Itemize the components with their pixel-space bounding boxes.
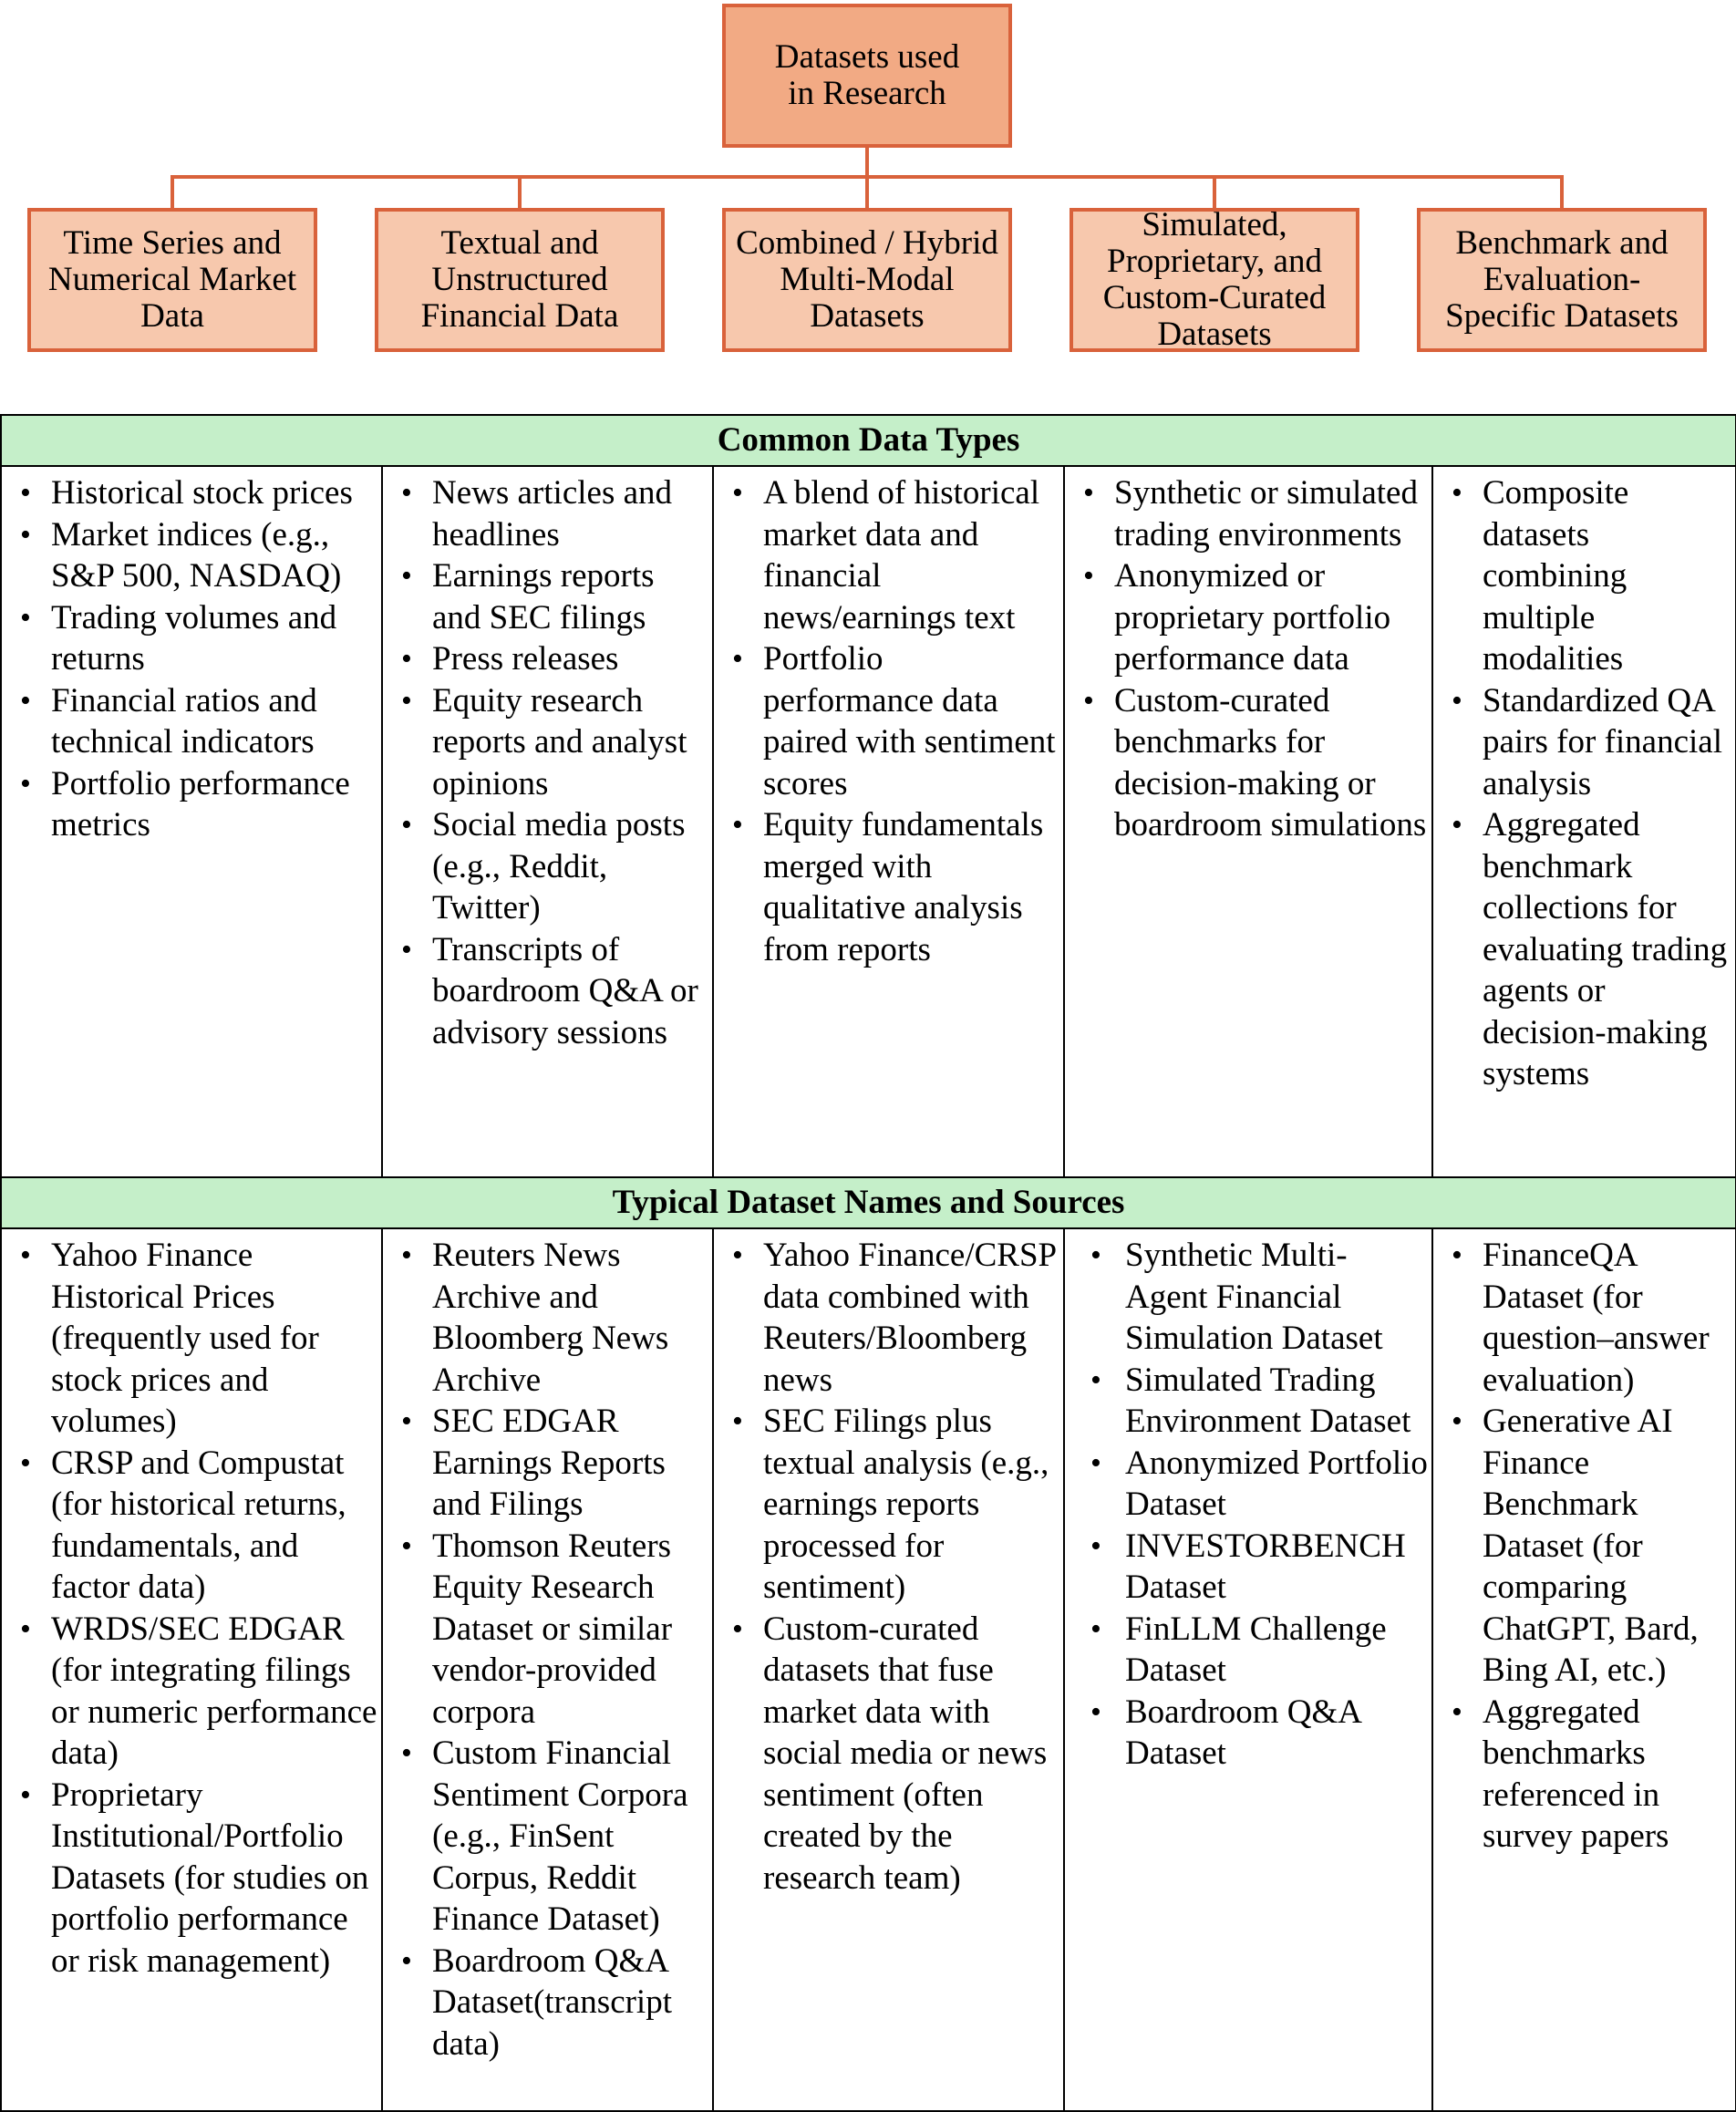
category-label: Time Series and Numerical Market Data	[47, 224, 297, 335]
common-list-simulated	[1065, 472, 1431, 846]
list-item: • CRSP and Compustat (for historical returns, fundamentals, and factor data)	[2, 1443, 377, 1609]
category-label: Textual and Unstructured Financial Data	[420, 224, 619, 335]
category-node-benchmark	[1417, 208, 1707, 352]
list-item: • Synthetic or simulated trading environments	[1065, 472, 1428, 555]
list-item: • News articles and headlines	[383, 472, 708, 555]
list-item: • Aggregated benchmark collections for evaluating trading agents or decision-making systems	[1433, 804, 1731, 1095]
category-node-hybrid	[722, 208, 1012, 352]
root-node	[722, 4, 1012, 148]
common-col-simulated	[1064, 466, 1432, 1177]
list-item: • FinLLM Challenge Dataset	[1065, 1609, 1428, 1692]
root-node-label: Datasets used in Research	[774, 38, 960, 112]
common-data-types-header: Common Data Types	[1, 415, 1736, 466]
list-item: • Financial ratios and technical indicators	[2, 680, 377, 763]
typical-col-simulated	[1064, 1228, 1432, 2111]
list-item: • Proprietary Institutional/Portfolio Datasets (for studies on portfolio performance or risk management)	[2, 1775, 377, 1983]
typical-dataset-names-header: Typical Dataset Names and Sources	[1, 1177, 1736, 1228]
list-item: • Yahoo Finance Historical Prices (frequently used for stock prices and volumes)	[2, 1235, 377, 1443]
list-item: • Custom-curated datasets that fuse market data with social media or news sentiment (often created by the research team)	[714, 1609, 1059, 1900]
list-item: • WRDS/SEC EDGAR (for integrating filings or numeric performance data)	[2, 1609, 377, 1775]
list-item: • Custom Financial Sentiment Corpora (e.g., FinSent Corpus, Reddit Finance Dataset)	[383, 1733, 708, 1941]
list-item: • INVESTORBENCH Dataset	[1065, 1526, 1428, 1609]
list-item: • Press releases	[383, 638, 708, 680]
category-label: Simulated, Proprietary, and Custom-Curated Datasets	[1102, 206, 1327, 353]
list-item: • Portfolio performance data paired with sentiment scores	[714, 638, 1059, 804]
list-item: • Aggregated benchmarks referenced in survey papers	[1433, 1692, 1731, 1858]
common-col-textual	[382, 466, 713, 1177]
list-item: • Composite datasets combining multiple modalities	[1433, 472, 1731, 680]
list-item: • Social media posts (e.g., Reddit, Twitter)	[383, 804, 708, 929]
list-item: • Transcripts of boardroom Q&A or advisory sessions	[383, 929, 708, 1054]
category-node-time-series	[27, 208, 317, 352]
common-col-benchmark	[1432, 466, 1736, 1177]
common-list-time-series	[2, 472, 381, 846]
category-node-simulated	[1070, 208, 1359, 352]
list-item: • FinanceQA Dataset (for question–answer evaluation)	[1433, 1235, 1731, 1401]
list-item: • Custom-curated benchmarks for decision-making or boardroom simulations	[1065, 680, 1428, 846]
list-item: • Boardroom Q&A Dataset(transcript data)	[383, 1941, 708, 2065]
list-item: • Historical stock prices	[2, 472, 377, 514]
typical-col-hybrid	[713, 1228, 1064, 2111]
list-item: • Market indices (e.g., S&P 500, NASDAQ)	[2, 514, 377, 597]
list-item: • Portfolio performance metrics	[2, 763, 377, 846]
typical-list-time-series	[2, 1235, 381, 1982]
list-item: • Earnings reports and SEC filings	[383, 555, 708, 638]
list-item: • SEC EDGAR Earnings Reports and Filings	[383, 1401, 708, 1526]
list-item: • Anonymized or proprietary portfolio performance data	[1065, 555, 1428, 680]
typical-list-textual	[383, 1235, 712, 2065]
common-list-textual	[383, 472, 712, 1053]
list-item: • Thomson Reuters Equity Research Dataset or similar vendor-provided corpora	[383, 1526, 708, 1734]
list-item: • Generative AI Finance Benchmark Dataset (for comparing ChatGPT, Bard, Bing AI, etc.)	[1433, 1401, 1731, 1692]
common-list-hybrid	[714, 472, 1063, 970]
category-node-textual	[375, 208, 665, 352]
list-item: • SEC Filings plus textual analysis (e.g., earnings reports processed for sentiment)	[714, 1401, 1059, 1609]
list-item: • Boardroom Q&A Dataset	[1065, 1692, 1428, 1775]
list-item: • Simulated Trading Environment Dataset	[1065, 1360, 1428, 1443]
list-item: • Reuters News Archive and Bloomberg News Archive	[383, 1235, 708, 1401]
list-item: • Equity fundamentals merged with qualitative analysis from reports	[714, 804, 1059, 970]
dataset-types-table	[0, 414, 1736, 2112]
list-item: • Trading volumes and returns	[2, 597, 377, 680]
common-list-benchmark	[1433, 472, 1735, 1095]
typical-list-benchmark	[1433, 1235, 1735, 1858]
list-item: • Standardized QA pairs for financial analysis	[1433, 680, 1731, 805]
list-item: • Equity research reports and analyst opinions	[383, 680, 708, 805]
list-item: • Yahoo Finance/CRSP data combined with Reuters/Bloomberg news	[714, 1235, 1059, 1401]
list-item: • Anonymized Portfolio Dataset	[1065, 1443, 1428, 1526]
typical-col-benchmark	[1432, 1228, 1736, 2111]
typical-list-simulated	[1065, 1235, 1431, 1775]
typical-col-time-series	[1, 1228, 382, 2111]
category-label: Combined / Hybrid Multi-Modal Datasets	[736, 224, 998, 335]
list-item: • A blend of historical market data and financial news/earnings text	[714, 472, 1059, 638]
common-col-time-series	[1, 466, 382, 1177]
typical-list-hybrid	[714, 1235, 1063, 1899]
category-label: Benchmark and Evaluation-Specific Datasets	[1445, 224, 1679, 335]
typical-col-textual	[382, 1228, 713, 2111]
list-item: • Synthetic Multi-Agent Financial Simulation Dataset	[1065, 1235, 1428, 1360]
common-col-hybrid	[713, 466, 1064, 1177]
